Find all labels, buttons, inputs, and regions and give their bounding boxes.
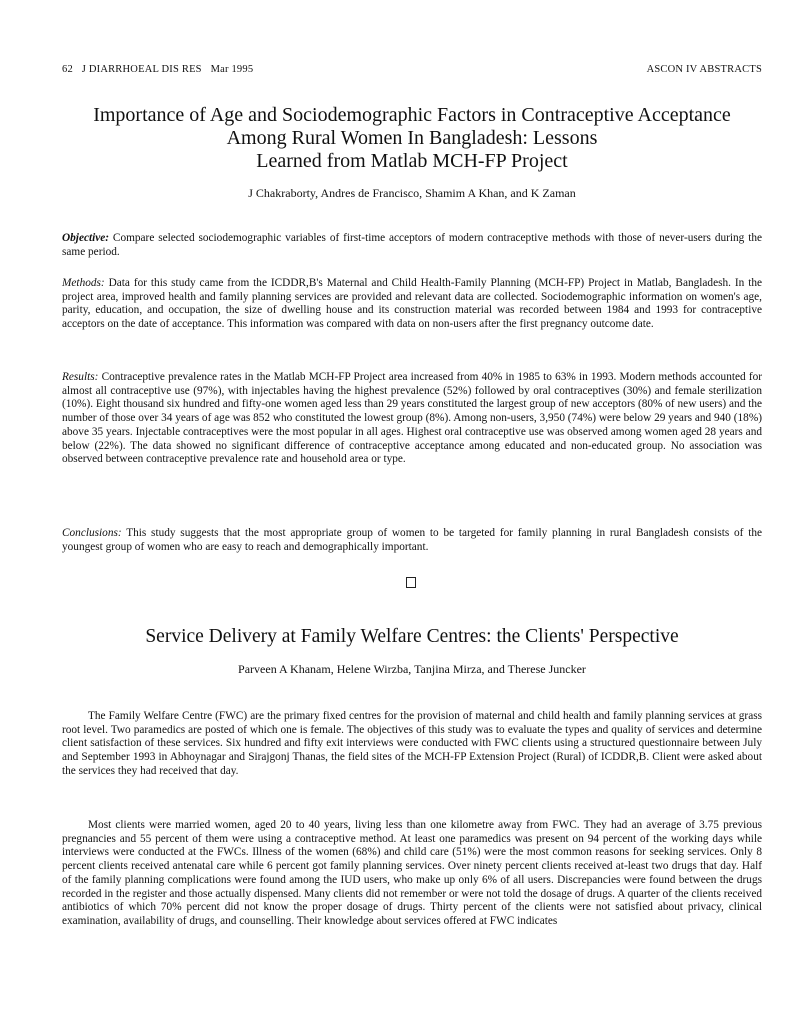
article-2-paragraph-2: Most clients were married women, aged 20 to 40 years, living less than one kilometre away from FWC. They had an average of 3.75 previous pregnancies and 55 percent of them were using a contraceptive method. At least one paramedics was present on 94 percent of the working days while interviews were conducted at the FWCs. Illness of the women (68%) and child care (51%) were the most common reasons for seeking services. Only 8 percent clients received antenatal care while 6 percent got family planning services. Over ninety percent clients received at-least two drugs that day. Half of the family planning complications were found among the IUD users, who make up only 6% of all users. Discrepancies were found between the drugs recorded in the register and those actually dispensed. Many clients did not remember or were not told the dosage of drugs. A quarter of the clients received antibiotics of which 70% percent did not know the proper dosage of drugs. Thirty percent of the clients were not satisfied about privacy, clinical examination, availability of drugs, and counselling. Their knowledge about services offered at FWC indicates — [62, 819, 762, 927]
article-2-title: Service Delivery at Family Welfare Centres: the Clients' Perspective — [145, 626, 679, 647]
article-1 — [62, 104, 762, 201]
results-label: Results: — [62, 371, 99, 383]
article-2 — [62, 625, 762, 677]
methods-text: Data for this study came from the ICDDR,B's Maternal and Child Health-Family Planning (MCH-FP) Project in Matlab, Bangladesh. In the project area, improved health and family planning services are provided and relevant data are collected. Sociodemographic information on women's age, parity, education, and occupation, the size of dwelling house and its construction material was recorded between 1984 and 1993 for contraceptive acceptors on the date of acceptance. This information was compared with data on non-users after the first pregnancy outcome date. — [62, 277, 762, 331]
header-left — [62, 64, 253, 75]
conclusions-text: This study suggests that the most appropriate group of women to be targeted for family planning in rural Bangladesh consists of the youngest group of women who are easy to reach and demographically important. — [62, 527, 762, 553]
title-line-2: Among Rural Women In Bangladesh: Lessons — [226, 127, 598, 149]
objective-label: Objective: — [62, 232, 110, 244]
conclusions-label: Conclusions: — [62, 527, 122, 539]
title-line-3: Learned from Matlab MCH-FP Project — [256, 150, 568, 172]
end-of-article-box-icon — [406, 577, 416, 588]
running-header — [62, 64, 762, 75]
results-paragraph — [62, 371, 762, 467]
issue-date: Mar 1995 — [210, 64, 254, 75]
methods-label: Methods: — [62, 277, 105, 289]
methods-paragraph — [62, 277, 762, 332]
page-number: 62 — [62, 64, 73, 75]
article-1-authors: J Chakraborty, Andres de Francisco, Shamim A Khan, and K Zaman — [248, 186, 576, 200]
article-2-paragraph-1: The Family Welfare Centre (FWC) are the primary fixed centres for the provision of maternal and child health and family planning services at grass root level. Two paramedics are posted of which one is female. The objectives of this study was to evaluate the types and quality of services and determine client satisfaction of these services. Six hundred and fifty exit interviews were conducted with FWC clients using a structured questionnaire between July and September 1993 in Abhoynagar and Sirajgonj Thanas, the field sites of the MCH-FP Extension Project (Rural) of ICDDR,B. Client were asked about the services they had received that day. — [62, 710, 762, 777]
conclusions-paragraph — [62, 527, 762, 554]
objective-paragraph — [62, 232, 762, 259]
results-text: Contraceptive prevalence rates in the Matlab MCH-FP Project area increased from 40% in 1985 to 63% in 1993. Modern methods accounted for almost all contraceptive use (97%), with injectables having the highest prevalence (52%) followed by oral contraceptives (30%) and female sterilization (10%). Eight thousand six hundred and fifty-one women aged less than 29 years constituted the largest group of new acceptors (80% of new users) and the number of those over 34 years of age was 852 who constituted the lowest group (8%). Among non-users, 3,950 (74%) were below 29 years and 940 (18%) above 35 years. Injectable contraceptives were the most popular in all ages. Highest oral contraceptive use was observed among women aged 28 years and below (22%). The data showed no significant difference of contraceptive acceptance among educated and non-educated group. No association was observed between contraceptive prevalence rate and household area or type. — [62, 371, 762, 466]
title-line-1: Importance of Age and Sociodemographic Factors in Contraceptive Acceptance — [93, 104, 731, 126]
journal-name: J DIARRHOEAL DIS RES — [81, 64, 202, 75]
section-name: ASCON IV ABSTRACTS — [646, 64, 762, 75]
article-1-title — [62, 104, 762, 173]
article-2-authors: Parveen A Khanam, Helene Wirzba, Tanjina Mirza, and Therese Juncker — [238, 662, 586, 676]
objective-text: Compare selected sociodemographic variables of first-time acceptors of modern contraceptive methods with those of never-users during the same period. — [62, 232, 762, 258]
